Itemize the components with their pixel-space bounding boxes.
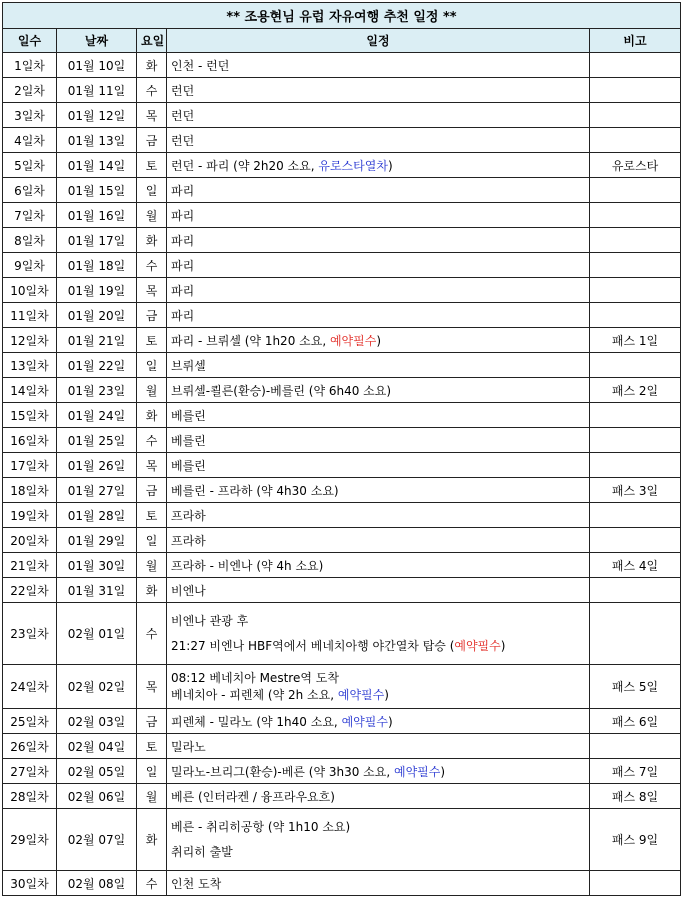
day-cell[interactable]: 18일차: [3, 478, 57, 503]
note-cell[interactable]: [590, 428, 681, 453]
schedule-cell[interactable]: [167, 665, 590, 709]
highlight-text: 유로스타열차: [318, 158, 388, 173]
date-cell[interactable]: 01월 26일: [57, 453, 137, 478]
date-cell[interactable]: 01월 30일: [57, 553, 137, 578]
schedule-cell[interactable]: 인천 도착: [167, 871, 590, 896]
note-cell[interactable]: 패스 4일: [590, 553, 681, 578]
schedule-cell[interactable]: 파리: [167, 203, 590, 228]
day-cell[interactable]: 5일차: [3, 153, 57, 178]
date-cell[interactable]: 02월 04일: [57, 734, 137, 759]
weekday-cell[interactable]: 수: [137, 428, 167, 453]
note-cell[interactable]: [590, 128, 681, 153]
line-gap: [171, 630, 585, 638]
day-cell[interactable]: 1일차: [3, 53, 57, 78]
weekday-cell[interactable]: 목: [137, 453, 167, 478]
date-cell[interactable]: 01월 22일: [57, 353, 137, 378]
date-cell[interactable]: 01월 12일: [57, 103, 137, 128]
itinerary-sheet: [2, 2, 680, 896]
table-row: [3, 228, 681, 253]
weekday-cell[interactable]: 토: [137, 734, 167, 759]
weekday-cell[interactable]: 월: [137, 553, 167, 578]
note-cell[interactable]: 유로스타: [590, 153, 681, 178]
schedule-cell[interactable]: [167, 809, 590, 871]
schedule-cell[interactable]: 베를린: [167, 403, 590, 428]
schedule-line-1: 08:12 베네치아 Mestre역 도착: [171, 670, 339, 685]
date-cell[interactable]: 01월 17일: [57, 228, 137, 253]
date-cell[interactable]: 01월 31일: [57, 578, 137, 603]
date-cell[interactable]: 01월 10일: [57, 53, 137, 78]
weekday-cell[interactable]: 목: [137, 278, 167, 303]
day-cell[interactable]: 10일차: [3, 278, 57, 303]
schedule-text-end: ): [384, 687, 389, 702]
date-cell[interactable]: 01월 20일: [57, 303, 137, 328]
table-row: [3, 253, 681, 278]
schedule-line-1: 베른 - 취리히공항 (약 1h10 소요): [171, 819, 351, 834]
note-cell[interactable]: [590, 353, 681, 378]
schedule-line-1: 비엔나 관광 후: [171, 613, 249, 628]
day-cell[interactable]: 23일차: [3, 603, 57, 665]
weekday-cell[interactable]: 목: [137, 665, 167, 709]
day-cell[interactable]: 13일차: [3, 353, 57, 378]
weekday-cell[interactable]: 일: [137, 528, 167, 553]
date-cell[interactable]: 02월 03일: [57, 709, 137, 734]
header-date[interactable]: 날짜: [57, 29, 137, 53]
schedule-cell[interactable]: [167, 759, 590, 784]
table-row: [3, 603, 681, 665]
weekday-cell[interactable]: 월: [137, 784, 167, 809]
weekday-cell[interactable]: 수: [137, 253, 167, 278]
day-cell[interactable]: 21일차: [3, 553, 57, 578]
schedule-cell[interactable]: 베를린: [167, 428, 590, 453]
note-cell[interactable]: 패스 8일: [590, 784, 681, 809]
schedule-cell[interactable]: 파리: [167, 303, 590, 328]
weekday-cell[interactable]: 수: [137, 78, 167, 103]
schedule-cell[interactable]: 런던: [167, 78, 590, 103]
schedule-cell[interactable]: 파리: [167, 178, 590, 203]
table-row: [3, 428, 681, 453]
weekday-cell[interactable]: 금: [137, 128, 167, 153]
weekday-cell[interactable]: 수: [137, 871, 167, 896]
day-cell[interactable]: 19일차: [3, 503, 57, 528]
date-cell[interactable]: 01월 14일: [57, 153, 137, 178]
table-row: [3, 303, 681, 328]
day-cell[interactable]: 7일차: [3, 203, 57, 228]
schedule-cell[interactable]: 프라하 - 비엔나 (약 4h 소요): [167, 553, 590, 578]
note-cell[interactable]: 패스 5일: [590, 665, 681, 709]
note-cell[interactable]: [590, 303, 681, 328]
weekday-cell[interactable]: 화: [137, 53, 167, 78]
weekday-cell[interactable]: 일: [137, 759, 167, 784]
note-cell[interactable]: [590, 103, 681, 128]
header-day[interactable]: 일수: [3, 29, 57, 53]
schedule-cell[interactable]: 런던: [167, 128, 590, 153]
schedule-cell[interactable]: 런던: [167, 103, 590, 128]
itinerary-table: [2, 2, 681, 896]
table-row: [3, 478, 681, 503]
table-row: [3, 128, 681, 153]
date-cell[interactable]: 01월 13일: [57, 128, 137, 153]
schedule-cell[interactable]: [167, 328, 590, 353]
table-row: [3, 153, 681, 178]
date-cell[interactable]: 02월 08일: [57, 871, 137, 896]
table-row: [3, 709, 681, 734]
table-row: [3, 353, 681, 378]
note-cell[interactable]: [590, 203, 681, 228]
weekday-cell[interactable]: 금: [137, 303, 167, 328]
schedule-text: 밀라노-브리그(환승)-베른 (약 3h30 소요,: [171, 764, 394, 779]
day-cell[interactable]: 25일차: [3, 709, 57, 734]
note-cell[interactable]: 패스 7일: [590, 759, 681, 784]
schedule-text: 베네치아 - 피렌체 (약 2h 소요,: [171, 687, 338, 702]
schedule-cell[interactable]: 프라하: [167, 528, 590, 553]
note-cell[interactable]: [590, 578, 681, 603]
day-cell[interactable]: 16일차: [3, 428, 57, 453]
schedule-cell[interactable]: 인천 - 런던: [167, 53, 590, 78]
note-cell[interactable]: [590, 278, 681, 303]
day-cell[interactable]: 20일차: [3, 528, 57, 553]
day-cell[interactable]: 22일차: [3, 578, 57, 603]
note-cell[interactable]: [590, 453, 681, 478]
weekday-cell[interactable]: 토: [137, 153, 167, 178]
note-cell[interactable]: [590, 78, 681, 103]
schedule-cell[interactable]: 파리: [167, 278, 590, 303]
table-row: [3, 53, 681, 78]
weekday-cell[interactable]: 월: [137, 203, 167, 228]
weekday-cell[interactable]: 화: [137, 403, 167, 428]
day-cell[interactable]: 26일차: [3, 734, 57, 759]
day-cell[interactable]: 3일차: [3, 103, 57, 128]
table-row: [3, 103, 681, 128]
date-cell[interactable]: 02월 01일: [57, 603, 137, 665]
date-cell[interactable]: 02월 02일: [57, 665, 137, 709]
weekday-cell[interactable]: 화: [137, 578, 167, 603]
note-cell[interactable]: [590, 253, 681, 278]
weekday-cell[interactable]: 화: [137, 809, 167, 871]
day-cell[interactable]: 27일차: [3, 759, 57, 784]
day-cell[interactable]: 6일차: [3, 178, 57, 203]
table-row: [3, 871, 681, 896]
schedule-cell[interactable]: 프라하: [167, 503, 590, 528]
day-cell[interactable]: 17일차: [3, 453, 57, 478]
schedule-cell[interactable]: 파리: [167, 253, 590, 278]
schedule-line-2: [171, 687, 585, 704]
note-cell[interactable]: 패스 6일: [590, 709, 681, 734]
table-row: [3, 403, 681, 428]
schedule-text: 런던 - 파리 (약 2h20 소요,: [171, 158, 319, 173]
table-row: [3, 328, 681, 353]
date-cell[interactable]: 02월 05일: [57, 759, 137, 784]
schedule-cell[interactable]: [167, 709, 590, 734]
note-cell[interactable]: [590, 603, 681, 665]
header-weekday[interactable]: 요일: [137, 29, 167, 53]
day-cell[interactable]: 14일차: [3, 378, 57, 403]
table-row: [3, 178, 681, 203]
day-cell[interactable]: 28일차: [3, 784, 57, 809]
schedule-cell[interactable]: 브뤼셀-쾰른(환승)-베를린 (약 6h40 소요): [167, 378, 590, 403]
day-cell[interactable]: 9일차: [3, 253, 57, 278]
schedule-cell[interactable]: 비엔나: [167, 578, 590, 603]
table-row: [3, 759, 681, 784]
table-row: [3, 278, 681, 303]
day-cell[interactable]: 12일차: [3, 328, 57, 353]
date-cell[interactable]: 01월 18일: [57, 253, 137, 278]
table-row: [3, 503, 681, 528]
table-row: [3, 453, 681, 478]
table-row: [3, 528, 681, 553]
schedule-text: 피렌체 - 밀라노 (약 1h40 소요,: [171, 714, 342, 729]
table-row: [3, 784, 681, 809]
schedule-cell[interactable]: 베를린: [167, 453, 590, 478]
table-row: [3, 553, 681, 578]
date-cell[interactable]: 01월 19일: [57, 278, 137, 303]
note-cell[interactable]: 패스 2일: [590, 378, 681, 403]
day-cell[interactable]: 29일차: [3, 809, 57, 871]
table-row: [3, 809, 681, 871]
note-cell[interactable]: [590, 734, 681, 759]
table-row: [3, 665, 681, 709]
highlight-text: 예약필수: [341, 714, 388, 729]
schedule-text: 파리 - 브뤼셀 (약 1h20 소요,: [171, 333, 330, 348]
weekday-cell[interactable]: 수: [137, 603, 167, 665]
date-cell[interactable]: 01월 16일: [57, 203, 137, 228]
schedule-text-end: ): [376, 333, 382, 348]
weekday-cell[interactable]: 토: [137, 328, 167, 353]
highlight-text: 예약필수: [337, 687, 385, 702]
weekday-cell[interactable]: 금: [137, 478, 167, 503]
weekday-cell[interactable]: 토: [137, 503, 167, 528]
day-cell[interactable]: 30일차: [3, 871, 57, 896]
note-cell[interactable]: [590, 528, 681, 553]
highlight-text: 예약필수: [454, 638, 501, 653]
day-cell[interactable]: 8일차: [3, 228, 57, 253]
weekday-cell[interactable]: 일: [137, 353, 167, 378]
weekday-cell[interactable]: 화: [137, 228, 167, 253]
schedule-cell[interactable]: 베른 (인터라켄 / 융프라우요흐): [167, 784, 590, 809]
date-cell[interactable]: 01월 11일: [57, 78, 137, 103]
line-gap: [171, 836, 585, 844]
schedule-line-2: [171, 638, 585, 655]
date-cell[interactable]: 01월 24일: [57, 403, 137, 428]
note-cell[interactable]: 패스 1일: [590, 328, 681, 353]
day-cell[interactable]: 15일차: [3, 403, 57, 428]
note-cell[interactable]: 패스 9일: [590, 809, 681, 871]
note-cell[interactable]: [590, 403, 681, 428]
weekday-cell[interactable]: 금: [137, 709, 167, 734]
schedule-text-end: ): [387, 714, 393, 729]
date-cell[interactable]: 02월 06일: [57, 784, 137, 809]
date-cell[interactable]: 01월 21일: [57, 328, 137, 353]
schedule-cell[interactable]: 파리: [167, 228, 590, 253]
table-row: [3, 203, 681, 228]
note-cell[interactable]: 패스 3일: [590, 478, 681, 503]
sheet-title[interactable]: ** 조용현님 유럽 자유여행 추천 일정 **: [3, 3, 681, 29]
highlight-text: 예약필수: [393, 764, 441, 779]
date-cell[interactable]: 01월 23일: [57, 378, 137, 403]
note-cell[interactable]: [590, 228, 681, 253]
table-row: [3, 78, 681, 103]
schedule-text-end: ): [440, 764, 446, 779]
date-cell[interactable]: 01월 28일: [57, 503, 137, 528]
schedule-cell[interactable]: 브뤼셀: [167, 353, 590, 378]
note-cell[interactable]: [590, 503, 681, 528]
weekday-cell[interactable]: 일: [137, 178, 167, 203]
schedule-cell[interactable]: [167, 603, 590, 665]
note-cell[interactable]: [590, 178, 681, 203]
day-cell[interactable]: 4일차: [3, 128, 57, 153]
date-cell[interactable]: 01월 29일: [57, 528, 137, 553]
day-cell[interactable]: 11일차: [3, 303, 57, 328]
table-row: [3, 578, 681, 603]
header-schedule[interactable]: 일정: [167, 29, 590, 53]
day-cell[interactable]: 24일차: [3, 665, 57, 709]
note-cell[interactable]: [590, 871, 681, 896]
schedule-text: 21:27 비엔나 HBF역에서 베네치아행 야간열차 탑승 (: [171, 638, 455, 653]
schedule-cell[interactable]: 베를린 - 프라하 (약 4h30 소요): [167, 478, 590, 503]
schedule-cell[interactable]: 밀라노: [167, 734, 590, 759]
schedule-cell[interactable]: [167, 153, 590, 178]
date-cell[interactable]: 01월 27일: [57, 478, 137, 503]
weekday-cell[interactable]: 월: [137, 378, 167, 403]
table-row: [3, 734, 681, 759]
weekday-cell[interactable]: 목: [137, 103, 167, 128]
date-cell[interactable]: 02월 07일: [57, 809, 137, 871]
highlight-text: 예약필수: [329, 333, 377, 348]
note-cell[interactable]: [590, 53, 681, 78]
header-note[interactable]: 비고: [590, 29, 681, 53]
date-cell[interactable]: 01월 25일: [57, 428, 137, 453]
day-cell[interactable]: 2일차: [3, 78, 57, 103]
schedule-line-2: 취리히 출발: [171, 844, 233, 859]
schedule-text-end: ): [387, 158, 393, 173]
date-cell[interactable]: 01월 15일: [57, 178, 137, 203]
schedule-text-end: ): [500, 638, 506, 653]
table-row: [3, 378, 681, 403]
